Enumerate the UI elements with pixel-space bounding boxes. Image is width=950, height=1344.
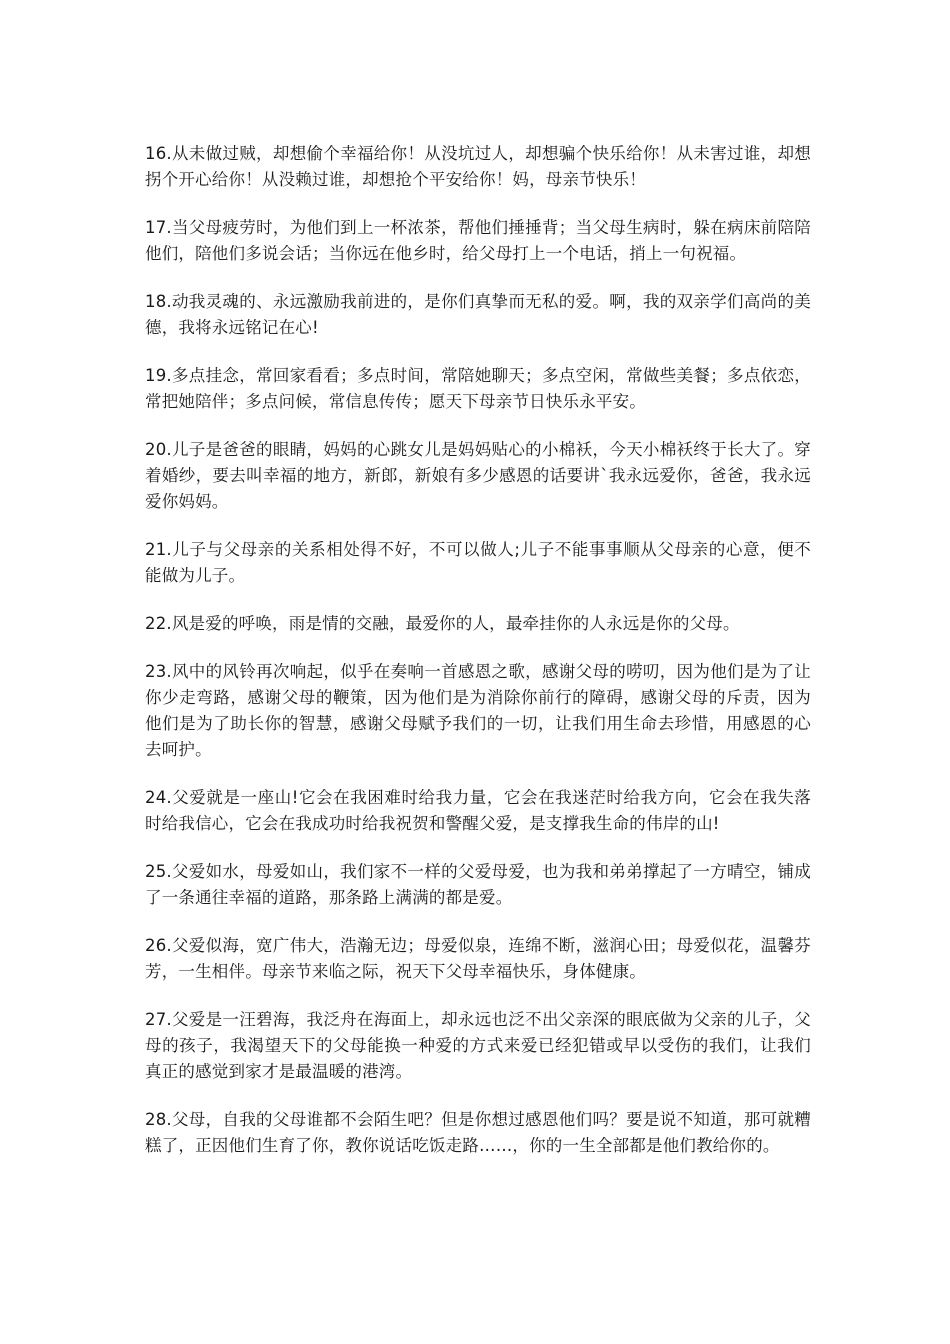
paragraph-27: 27.父爱是一汪碧海，我泛舟在海面上，却永远也泛不出父亲深的眼底做为父亲的儿子，父母的孩子，我渴望天下的父母能换一种爱的方式来爱已经犯错或早以受伤的我们，让我们真正的感觉到家才是最温暖的港湾。 [145, 1010, 811, 1081]
paragraph-22: 22.风是爱的呼唤，雨是情的交融，最爱你的人，最牵挂你的人永远是你的父母。 [145, 614, 740, 633]
paragraph-16: 16.从未做过贼，却想偷个幸福给你！从没坑过人，却想骗个快乐给你！从未害过谁，却想拐个开心给你！从没赖过谁，却想抢个平安给你！妈，母亲节快乐！ [145, 144, 811, 189]
paragraph-19: 19.多点挂念，常回家看看；多点时间，常陪她聊天；多点空闲，常做些美餐；多点依恋，常把她陪伴；多点问候，常信息传传；愿天下母亲节日快乐永平安。 [145, 366, 811, 411]
paragraph-17: 17.当父母疲劳时，为他们到上一杯浓茶，帮他们捶捶背；当父母生病时，躲在病床前陪陪他们，陪他们多说会话；当你远在他乡时，给父母打上一个电话，捎上一句祝福。 [145, 218, 811, 263]
paragraph-18: 18.动我灵魂的、永远激励我前进的，是你们真挚而无私的爱。啊，我的双亲学们高尚的美德，我将永远铭记在心! [145, 292, 811, 337]
document-body [145, 141, 811, 1181]
paragraph-26: 26.父爱似海，宽广伟大，浩瀚无边；母爱似泉，连绵不断，滋润心田；母爱似花，温馨芬芳，一生相伴。母亲节来临之际，祝天下父母幸福快乐，身体健康。 [145, 936, 811, 981]
paragraph-24: 24.父爱就是一座山!它会在我困难时给我力量，它会在我迷茫时给我方向，它会在我失落时给我信心，它会在我成功时给我祝贺和警醒父爱，是支撑我生命的伟岸的山! [145, 788, 811, 833]
paragraph-20: 20.儿子是爸爸的眼睛，妈妈的心跳女儿是妈妈贴心的小棉袄，今天小棉袄终于长大了。穿着婚纱，要去叫幸福的地方，新郎，新娘有多少感恩的话要讲`我永远爱你，爸爸，我永远爱你妈妈。 [145, 440, 811, 511]
paragraph-28: 28.父母，自我的父母谁都不会陌生吧？但是你想过感恩他们吗？要是说不知道，那可就糟糕了，正因他们生育了你，教你说话吃饭走路……，你的一生全部都是他们教给你的。 [145, 1110, 811, 1155]
paragraph-21: 21.儿子与父母亲的关系相处得不好，不可以做人;儿子不能事事顺从父母亲的心意，便不能做为儿子。 [145, 540, 811, 585]
paragraph-25: 25.父爱如水，母爱如山，我们家不一样的父爱母爱，也为我和弟弟撑起了一方晴空，铺成了一条通往幸福的道路，那条路上满满的都是爱。 [145, 862, 811, 907]
paragraph-23: 23.风中的风铃再次响起，似乎在奏响一首感恩之歌，感谢父母的唠叨，因为他们是为了让你少走弯路，感谢父母的鞭策，因为他们是为消除你前行的障碍，感谢父母的斥责，因为他们是为了助长你的智慧，感谢父母赋予我们的一切，让我们用生命去珍惜，用感恩的心去呵护。 [145, 662, 811, 759]
